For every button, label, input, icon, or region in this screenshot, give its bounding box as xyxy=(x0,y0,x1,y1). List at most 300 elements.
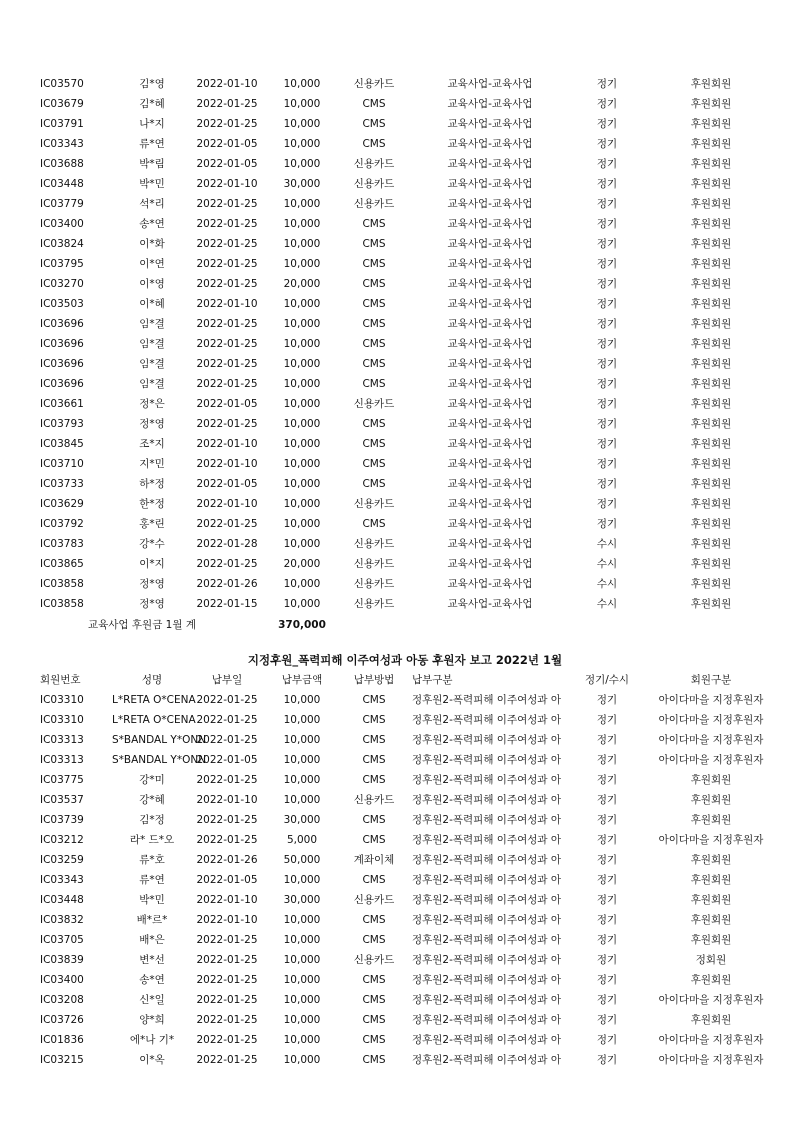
amount-cell: 30,000 xyxy=(283,178,321,190)
member-id-cell: IC03791 xyxy=(40,118,84,130)
payment-method-cell: CMS xyxy=(362,914,386,926)
payment-method-cell: CMS xyxy=(362,458,386,470)
member-type-cell: 후원회원 xyxy=(690,318,732,330)
table-row xyxy=(0,830,810,850)
education-total-row xyxy=(0,614,810,636)
table-row xyxy=(0,234,810,254)
amount-cell: 10,000 xyxy=(283,98,321,110)
member-id-cell: IC03270 xyxy=(40,278,84,290)
member-id-cell: IC01836 xyxy=(40,1034,84,1046)
payment-method-cell: CMS xyxy=(362,754,386,766)
payment-date-cell: 2022-01-25 xyxy=(196,774,258,786)
name-cell: 류*연 xyxy=(139,874,165,886)
amount-cell: 10,000 xyxy=(283,298,321,310)
amount-cell: 10,000 xyxy=(283,78,321,90)
table-row xyxy=(0,770,810,790)
member-id-cell: IC03839 xyxy=(40,954,84,966)
amount-cell: 10,000 xyxy=(283,518,321,530)
payment-method-cell: CMS xyxy=(362,1014,386,1026)
amount-cell: 50,000 xyxy=(283,854,321,866)
header-amount: 납부금액 xyxy=(281,674,323,686)
name-cell: 이*지 xyxy=(139,558,165,570)
member-id-cell: IC03661 xyxy=(40,398,84,410)
member-type-cell: 후원회원 xyxy=(690,198,732,210)
payment-method-cell: CMS xyxy=(362,98,386,110)
amount-cell: 10,000 xyxy=(283,258,321,270)
payment-category-cell: 교육사업-교육사업 xyxy=(447,378,533,390)
payment-date-cell: 2022-01-25 xyxy=(196,694,258,706)
payment-category-cell: 교육사업-교육사업 xyxy=(447,198,533,210)
member-type-cell: 아이다마을 지정후원자 xyxy=(658,1054,764,1066)
member-type-cell: 후원회원 xyxy=(690,578,732,590)
payment-category-cell: 교육사업-교육사업 xyxy=(447,298,533,310)
payment-category-cell: 교육사업-교육사업 xyxy=(447,558,533,570)
frequency-cell: 정기 xyxy=(596,874,618,886)
payment-category-cell: 교육사업-교육사업 xyxy=(447,318,533,330)
member-id-cell: IC03779 xyxy=(40,198,84,210)
payment-date-cell: 2022-01-25 xyxy=(196,1054,258,1066)
amount-cell: 10,000 xyxy=(283,774,321,786)
payment-category-cell: 정후원2-폭력피해 이주여성과 아 xyxy=(412,774,562,786)
education-total-amount: 370,000 xyxy=(278,619,326,631)
payment-date-cell: 2022-01-25 xyxy=(196,734,258,746)
table-row xyxy=(0,750,810,770)
payment-method-cell: CMS xyxy=(362,438,386,450)
table-row xyxy=(0,174,810,194)
amount-cell: 10,000 xyxy=(283,338,321,350)
frequency-cell: 정기 xyxy=(596,894,618,906)
payment-category-cell: 교육사업-교육사업 xyxy=(447,498,533,510)
payment-method-cell: CMS xyxy=(362,874,386,886)
table-row xyxy=(0,414,810,434)
amount-cell: 20,000 xyxy=(283,558,321,570)
member-id-cell: IC03212 xyxy=(40,834,84,846)
table-row xyxy=(0,134,810,154)
payment-category-cell: 교육사업-교육사업 xyxy=(447,158,533,170)
payment-date-cell: 2022-01-25 xyxy=(196,714,258,726)
member-id-cell: IC03629 xyxy=(40,498,84,510)
payment-category-cell: 정후원2-폭력피해 이주여성과 아 xyxy=(412,1034,562,1046)
payment-category-cell: 교육사업-교육사업 xyxy=(447,358,533,370)
name-cell: 임*결 xyxy=(139,338,165,350)
payment-category-cell: 교육사업-교육사업 xyxy=(447,458,533,470)
frequency-cell: 정기 xyxy=(596,834,618,846)
payment-date-cell: 2022-01-25 xyxy=(196,278,258,290)
table-row xyxy=(0,910,810,930)
name-cell: 임*결 xyxy=(139,378,165,390)
table-row xyxy=(0,274,810,294)
table-row xyxy=(0,574,810,594)
amount-cell: 10,000 xyxy=(283,1034,321,1046)
amount-cell: 20,000 xyxy=(283,278,321,290)
payment-category-cell: 교육사업-교육사업 xyxy=(447,598,533,610)
frequency-cell: 정기 xyxy=(596,714,618,726)
amount-cell: 10,000 xyxy=(283,138,321,150)
member-type-cell: 후원회원 xyxy=(690,458,732,470)
name-cell: L*RETA O*CENA xyxy=(112,694,196,706)
payment-method-cell: 신용카드 xyxy=(353,954,395,966)
table-row xyxy=(0,474,810,494)
payment-method-cell: CMS xyxy=(362,418,386,430)
member-id-cell: IC03696 xyxy=(40,358,84,370)
payment-date-cell: 2022-01-10 xyxy=(196,914,258,926)
member-type-cell: 후원회원 xyxy=(690,278,732,290)
frequency-cell: 정기 xyxy=(596,754,618,766)
payment-date-cell: 2022-01-26 xyxy=(196,578,258,590)
frequency-cell: 정기 xyxy=(596,774,618,786)
frequency-cell: 정기 xyxy=(596,78,618,90)
payment-category-cell: 정후원2-폭력피해 이주여성과 아 xyxy=(412,1014,562,1026)
table-row xyxy=(0,514,810,534)
member-type-cell: 후원회원 xyxy=(690,258,732,270)
payment-date-cell: 2022-01-25 xyxy=(196,418,258,430)
frequency-cell: 정기 xyxy=(596,418,618,430)
amount-cell: 10,000 xyxy=(283,398,321,410)
member-id-cell: IC03792 xyxy=(40,518,84,530)
member-type-cell: 후원회원 xyxy=(690,358,732,370)
member-id-cell: IC03503 xyxy=(40,298,84,310)
payment-date-cell: 2022-01-10 xyxy=(196,794,258,806)
member-id-cell: IC03865 xyxy=(40,558,84,570)
frequency-cell: 정기 xyxy=(596,178,618,190)
member-id-cell: IC03775 xyxy=(40,774,84,786)
payment-method-cell: CMS xyxy=(362,118,386,130)
payment-date-cell: 2022-01-05 xyxy=(196,478,258,490)
header-row xyxy=(0,670,810,690)
amount-cell: 10,000 xyxy=(283,794,321,806)
member-id-cell: IC03793 xyxy=(40,418,84,430)
amount-cell: 10,000 xyxy=(283,198,321,210)
payment-category-cell: 교육사업-교육사업 xyxy=(447,178,533,190)
member-type-cell: 후원회원 xyxy=(690,98,732,110)
payment-method-cell: 신용카드 xyxy=(353,78,395,90)
table-row xyxy=(0,74,810,94)
member-id-cell: IC03832 xyxy=(40,914,84,926)
amount-cell: 10,000 xyxy=(283,538,321,550)
member-type-cell: 후원회원 xyxy=(690,934,732,946)
member-type-cell: 아이다마을 지정후원자 xyxy=(658,994,764,1006)
payment-method-cell: CMS xyxy=(362,734,386,746)
name-cell: 배*은 xyxy=(139,934,165,946)
payment-category-cell: 정후원2-폭력피해 이주여성과 아 xyxy=(412,834,562,846)
member-type-cell: 후원회원 xyxy=(690,298,732,310)
payment-date-cell: 2022-01-26 xyxy=(196,854,258,866)
payment-method-cell: CMS xyxy=(362,934,386,946)
header-member-type: 회원구분 xyxy=(690,674,732,686)
payment-category-cell: 교육사업-교육사업 xyxy=(447,578,533,590)
table-row xyxy=(0,850,810,870)
payment-category-cell: 정후원2-폭력피해 이주여성과 아 xyxy=(412,894,562,906)
name-cell: 김*영 xyxy=(139,78,165,90)
name-cell: S*BANDAL Y*ONN xyxy=(112,734,207,746)
payment-method-cell: 신용카드 xyxy=(353,158,395,170)
member-id-cell: IC03739 xyxy=(40,814,84,826)
member-type-cell: 후원회원 xyxy=(690,914,732,926)
member-type-cell: 아이다마을 지정후원자 xyxy=(658,714,764,726)
payment-date-cell: 2022-01-10 xyxy=(196,298,258,310)
amount-cell: 10,000 xyxy=(283,158,321,170)
member-type-cell: 후원회원 xyxy=(690,498,732,510)
amount-cell: 10,000 xyxy=(283,914,321,926)
payment-category-cell: 정후원2-폭력피해 이주여성과 아 xyxy=(412,814,562,826)
frequency-cell: 정기 xyxy=(596,994,618,1006)
frequency-cell: 정기 xyxy=(596,318,618,330)
table-row xyxy=(0,890,810,910)
table-row xyxy=(0,710,810,730)
payment-date-cell: 2022-01-25 xyxy=(196,258,258,270)
amount-cell: 10,000 xyxy=(283,378,321,390)
payment-method-cell: 계좌이체 xyxy=(353,854,395,866)
table-row xyxy=(0,94,810,114)
member-type-cell: 아이다마을 지정후원자 xyxy=(658,694,764,706)
payment-category-cell: 교육사업-교육사업 xyxy=(447,518,533,530)
member-id-cell: IC03688 xyxy=(40,158,84,170)
frequency-cell: 정기 xyxy=(596,158,618,170)
name-cell: 이*연 xyxy=(139,258,165,270)
name-cell: 정*영 xyxy=(139,418,165,430)
frequency-cell: 정기 xyxy=(596,694,618,706)
payment-date-cell: 2022-01-05 xyxy=(196,138,258,150)
table-row xyxy=(0,970,810,990)
payment-category-cell: 교육사업-교육사업 xyxy=(447,258,533,270)
payment-category-cell: 교육사업-교육사업 xyxy=(447,98,533,110)
frequency-cell: 정기 xyxy=(596,278,618,290)
member-type-cell: 후원회원 xyxy=(690,378,732,390)
table-row xyxy=(0,114,810,134)
member-type-cell: 후원회원 xyxy=(690,538,732,550)
member-id-cell: IC03343 xyxy=(40,138,84,150)
name-cell: 나*지 xyxy=(139,118,165,130)
name-cell: 강*수 xyxy=(139,538,165,550)
payment-date-cell: 2022-01-25 xyxy=(196,558,258,570)
name-cell: 정*영 xyxy=(139,578,165,590)
frequency-cell: 정기 xyxy=(596,378,618,390)
table-row xyxy=(0,730,810,750)
table-row xyxy=(0,154,810,174)
payment-method-cell: CMS xyxy=(362,518,386,530)
amount-cell: 30,000 xyxy=(283,894,321,906)
payment-method-cell: 신용카드 xyxy=(353,538,395,550)
member-type-cell: 아이다마을 지정후원자 xyxy=(658,834,764,846)
table-row xyxy=(0,354,810,374)
name-cell: 류*연 xyxy=(139,138,165,150)
payment-category-cell: 정후원2-폭력피해 이주여성과 아 xyxy=(412,1054,562,1066)
member-id-cell: IC03570 xyxy=(40,78,84,90)
frequency-cell: 정기 xyxy=(596,458,618,470)
amount-cell: 10,000 xyxy=(283,458,321,470)
frequency-cell: 정기 xyxy=(596,854,618,866)
name-cell: 정*은 xyxy=(139,398,165,410)
amount-cell: 10,000 xyxy=(283,734,321,746)
payment-method-cell: CMS xyxy=(362,278,386,290)
member-type-cell: 후원회원 xyxy=(690,478,732,490)
payment-method-cell: CMS xyxy=(362,774,386,786)
table-row xyxy=(0,294,810,314)
table-row xyxy=(0,1050,810,1070)
amount-cell: 10,000 xyxy=(283,874,321,886)
header-member-id: 회원번호 xyxy=(40,674,81,686)
payment-date-cell: 2022-01-25 xyxy=(196,98,258,110)
table-row xyxy=(0,950,810,970)
frequency-cell: 정기 xyxy=(596,478,618,490)
payment-method-cell: CMS xyxy=(362,358,386,370)
payment-method-cell: CMS xyxy=(362,694,386,706)
amount-cell: 10,000 xyxy=(283,1054,321,1066)
payment-date-cell: 2022-01-10 xyxy=(196,894,258,906)
section2-title: 지정후원_폭력피해 이주여성과 아동 후원자 보고 2022년 1월 xyxy=(247,653,563,667)
payment-category-cell: 정후원2-폭력피해 이주여성과 아 xyxy=(412,934,562,946)
payment-method-cell: CMS xyxy=(362,238,386,250)
member-type-cell: 후원회원 xyxy=(690,558,732,570)
member-id-cell: IC03400 xyxy=(40,974,84,986)
payment-method-cell: 신용카드 xyxy=(353,398,395,410)
frequency-cell: 정기 xyxy=(596,954,618,966)
member-id-cell: IC03858 xyxy=(40,598,84,610)
member-type-cell: 정회원 xyxy=(695,954,727,966)
designated-donation-table xyxy=(0,670,810,1070)
name-cell: 박*민 xyxy=(139,894,165,906)
payment-date-cell: 2022-01-05 xyxy=(196,158,258,170)
member-type-cell: 후원회원 xyxy=(690,894,732,906)
amount-cell: 10,000 xyxy=(283,238,321,250)
header-payment-category: 납부구분 xyxy=(412,674,453,686)
frequency-cell: 정기 xyxy=(596,218,618,230)
payment-method-cell: CMS xyxy=(362,138,386,150)
member-id-cell: IC03696 xyxy=(40,378,84,390)
member-type-cell: 아이다마을 지정후원자 xyxy=(658,734,764,746)
table-row xyxy=(0,214,810,234)
table-row xyxy=(0,554,810,574)
payment-category-cell: 교육사업-교육사업 xyxy=(447,338,533,350)
amount-cell: 10,000 xyxy=(283,1014,321,1026)
payment-date-cell: 2022-01-25 xyxy=(196,318,258,330)
member-type-cell: 후원회원 xyxy=(690,774,732,786)
table-row xyxy=(0,454,810,474)
payment-method-cell: CMS xyxy=(362,318,386,330)
member-id-cell: IC03313 xyxy=(40,754,84,766)
member-type-cell: 후원회원 xyxy=(690,794,732,806)
name-cell: 에*나 기* xyxy=(129,1034,175,1046)
table-row xyxy=(0,1030,810,1050)
member-type-cell: 후원회원 xyxy=(690,874,732,886)
payment-method-cell: CMS xyxy=(362,378,386,390)
payment-category-cell: 정후원2-폭력피해 이주여성과 아 xyxy=(412,714,562,726)
name-cell: 이*혜 xyxy=(139,298,165,310)
payment-date-cell: 2022-01-25 xyxy=(196,378,258,390)
member-type-cell: 후원회원 xyxy=(690,238,732,250)
payment-method-cell: 신용카드 xyxy=(353,498,395,510)
payment-date-cell: 2022-01-05 xyxy=(196,754,258,766)
payment-date-cell: 2022-01-10 xyxy=(196,498,258,510)
frequency-cell: 정기 xyxy=(596,118,618,130)
table-row xyxy=(0,810,810,830)
frequency-cell: 정기 xyxy=(596,814,618,826)
member-id-cell: IC03400 xyxy=(40,218,84,230)
name-cell: 박*민 xyxy=(139,178,165,190)
member-type-cell: 후원회원 xyxy=(690,598,732,610)
amount-cell: 10,000 xyxy=(283,994,321,1006)
payment-date-cell: 2022-01-10 xyxy=(196,78,258,90)
member-id-cell: IC03795 xyxy=(40,258,84,270)
name-cell: 변*선 xyxy=(139,954,165,966)
name-cell: 이*옥 xyxy=(139,1054,165,1066)
table-row xyxy=(0,334,810,354)
frequency-cell: 정기 xyxy=(596,298,618,310)
amount-cell: 10,000 xyxy=(283,578,321,590)
header-payment-date: 납부일 xyxy=(211,674,243,686)
frequency-cell: 정기 xyxy=(596,974,618,986)
frequency-cell: 정기 xyxy=(596,794,618,806)
name-cell: 홍*린 xyxy=(139,518,165,530)
amount-cell: 10,000 xyxy=(283,118,321,130)
name-cell: 양*희 xyxy=(139,1014,165,1026)
payment-method-cell: 신용카드 xyxy=(353,178,395,190)
payment-date-cell: 2022-01-10 xyxy=(196,438,258,450)
name-cell: 라* 드*오 xyxy=(129,834,175,846)
payment-date-cell: 2022-01-25 xyxy=(196,814,258,826)
frequency-cell: 정기 xyxy=(596,498,618,510)
name-cell: 배*르* xyxy=(136,914,168,926)
table-row xyxy=(0,930,810,950)
member-id-cell: IC03783 xyxy=(40,538,84,550)
frequency-cell: 정기 xyxy=(596,1034,618,1046)
frequency-cell: 정기 xyxy=(596,258,618,270)
payment-date-cell: 2022-01-25 xyxy=(196,954,258,966)
payment-category-cell: 교육사업-교육사업 xyxy=(447,478,533,490)
payment-category-cell: 교육사업-교육사업 xyxy=(447,218,533,230)
table-row xyxy=(0,690,810,710)
member-id-cell: IC03845 xyxy=(40,438,84,450)
amount-cell: 10,000 xyxy=(283,498,321,510)
member-type-cell: 후원회원 xyxy=(690,138,732,150)
member-id-cell: IC03208 xyxy=(40,994,84,1006)
member-id-cell: IC03710 xyxy=(40,458,84,470)
member-type-cell: 후원회원 xyxy=(690,518,732,530)
payment-date-cell: 2022-01-25 xyxy=(196,1014,258,1026)
name-cell: 조*지 xyxy=(139,438,165,450)
name-cell: 송*연 xyxy=(139,218,165,230)
payment-date-cell: 2022-01-25 xyxy=(196,994,258,1006)
member-type-cell: 후원회원 xyxy=(690,418,732,430)
amount-cell: 10,000 xyxy=(283,318,321,330)
table-row xyxy=(0,790,810,810)
payment-category-cell: 교육사업-교육사업 xyxy=(447,118,533,130)
name-cell: 김*혜 xyxy=(139,98,165,110)
payment-category-cell: 정후원2-폭력피해 이주여성과 아 xyxy=(412,874,562,886)
frequency-cell: 정기 xyxy=(596,358,618,370)
name-cell: 강*혜 xyxy=(139,794,165,806)
member-type-cell: 후원회원 xyxy=(690,398,732,410)
payment-category-cell: 정후원2-폭력피해 이주여성과 아 xyxy=(412,994,562,1006)
payment-category-cell: 교육사업-교육사업 xyxy=(447,238,533,250)
member-id-cell: IC03310 xyxy=(40,714,84,726)
name-cell: 지*민 xyxy=(139,458,165,470)
payment-method-cell: 신용카드 xyxy=(353,794,395,806)
name-cell: S*BANDAL Y*ONN xyxy=(112,754,207,766)
member-id-cell: IC03858 xyxy=(40,578,84,590)
payment-category-cell: 교육사업-교육사업 xyxy=(447,278,533,290)
frequency-cell: 정기 xyxy=(596,338,618,350)
payment-method-cell: CMS xyxy=(362,258,386,270)
payment-date-cell: 2022-01-25 xyxy=(196,1034,258,1046)
member-id-cell: IC03343 xyxy=(40,874,84,886)
frequency-cell: 정기 xyxy=(596,734,618,746)
payment-date-cell: 2022-01-25 xyxy=(196,338,258,350)
frequency-cell: 수시 xyxy=(596,578,618,590)
name-cell: 김*정 xyxy=(139,814,165,826)
amount-cell: 10,000 xyxy=(283,438,321,450)
payment-method-cell: 신용카드 xyxy=(353,198,395,210)
